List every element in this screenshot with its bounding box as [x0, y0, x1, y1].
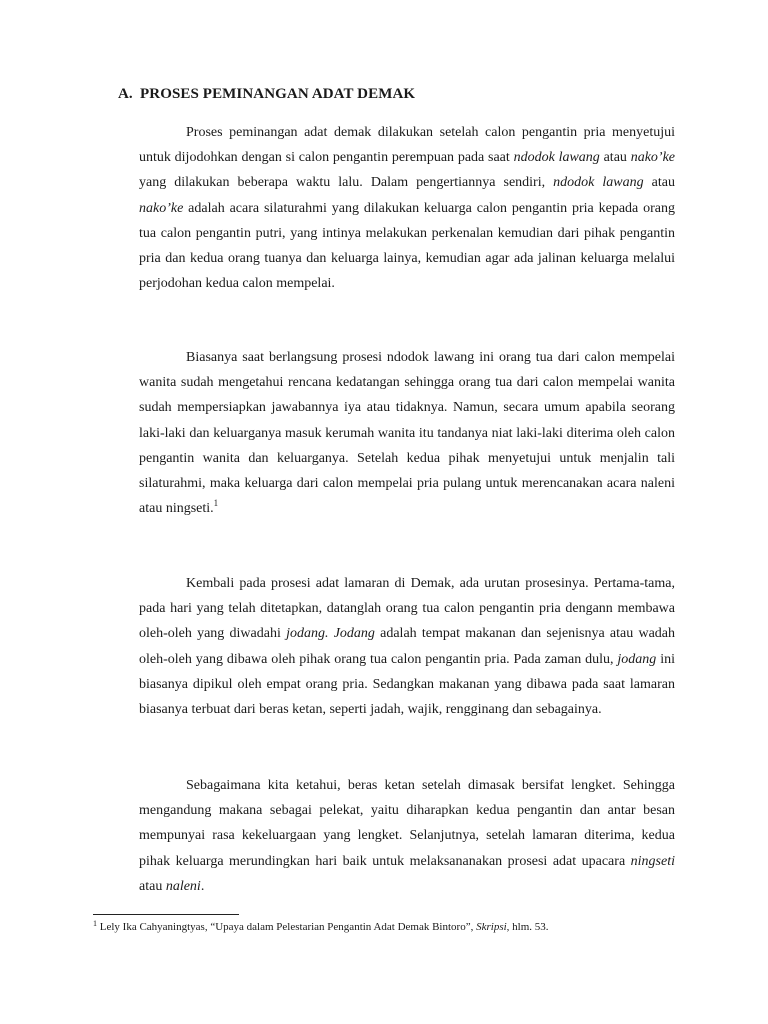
footnote-number: 1 — [93, 919, 97, 928]
paragraph-text-run: ningseti — [630, 853, 675, 869]
section-number: A. — [118, 86, 133, 102]
paragraph-text-run: atau — [599, 150, 631, 166]
footnote-italic: Skripsi, — [476, 921, 510, 933]
paragraph-3 — [139, 571, 675, 722]
paragraph-text-run: jodang — [617, 651, 657, 667]
paragraph-text-run: ndodok lawang — [513, 150, 600, 166]
paragraph-text-run: Proses peminangan adat demak dilakukan setelah calon pengantin pria menyetujui untuk dijodohkan dengan si calon pengantin perempuan pada saat — [139, 125, 675, 166]
paragraph-text-run: yang dilakukan beberapa waktu lalu. Dalam pengertiannya sendiri, — [139, 175, 554, 191]
paragraph-text-run: atau — [643, 175, 675, 191]
paragraph-text-run: adalah tempat makanan dan sejenisnya atau wadah oleh-oleh yang dibawa oleh pihak orang tua calon pengantin pria. Pada zaman dulu, — [139, 626, 676, 667]
footnote-divider — [93, 914, 239, 915]
paragraph-text-run: Sebagaimana kita ketahui, beras ketan setelah dimasak bersifat lengket. Sehingga mengandung makana sebagai pelekat, yaitu diharapkan kedua pengantin dan antar besan mempunyai rasa kekeluargaan yang lengket. Selanjutnya, setelah lamaran diterima, kedua pihak keluarga merundingkan hari baik untuk melaksananakan prosesi adat upacara — [139, 778, 675, 869]
paragraph-text-run: ini biasanya dipikul oleh empat orang pria. Sedangkan makanan yang dibawa pada saat lamaran biasanya terbuat dari beras ketan, seperti jadah, wajik, rengginang dan sebagainya. — [139, 651, 675, 718]
paragraph-text-run: Biasanya saat berlangsung prosesi ndodok lawang ini orang tua dari calon mempelai wanita sudah mengetahui rencana kedatangan sehingga orang tua dari calon mempelai wanita sudah mempersiapkan jawabannya iya atau tidaknya. Namun, secara umum apabila seorang laki-laki dan keluarganya masuk kerumah wanita itu tandanya niat laki-laki diterima oleh calon pengantin wanita dan keluarganya. Setelah kedua pihak menyetujui untuk menjalin tali silaturahmi, maka keluarga dari calon mempelai pria pulang untuk merencanakan acara naleni atau ningseti. — [139, 350, 675, 517]
paragraph-4 — [139, 773, 675, 899]
paragraph-text-run: naleni — [165, 878, 201, 894]
paragraph-2 — [139, 345, 675, 521]
paragraph-text-run: . — [200, 878, 205, 894]
paragraph-text-run: adalah acara silaturahmi yang dilakukan keluarga calon pengantin pria kepada orang tua calon pengantin putri, yang intinya melakukan perkenalan kemudian dari pihak pengantin pria dan kedua orang tuanya dan keluarga lainya, kemudian agar ada jalinan keluarga melalui perjodohan kedua calon mempelai. — [139, 200, 675, 292]
paragraph-text-run: nako’ke — [630, 150, 675, 166]
paragraph-text-run: ndodok lawang — [553, 175, 644, 191]
paragraph-text-run: Kembali pada prosesi adat lamaran di Demak, ada urutan prosesinya. Pertama-tama, pada hari yang telah ditetapkan, datanglah orang tua calon pengantin pria dengann membawa oleh-oleh yang diwadahi — [139, 576, 675, 642]
paragraph-1 — [139, 120, 675, 296]
footnote-text-end: hlm. 53. — [509, 921, 549, 933]
footnote-text: Lely Ika Cahyaningtyas, “Upaya dalam Pelestarian Pengantin Adat Demak Bintoro”, — [97, 921, 477, 933]
footnote-reference[interactable]: 1 — [213, 498, 219, 509]
paragraph-text-run: atau — [139, 878, 166, 894]
paragraph-text-run: nako’ke — [139, 200, 184, 216]
paragraph-text-run: jodang. Jodang — [286, 626, 375, 642]
footnote — [93, 920, 549, 934]
section-heading — [118, 86, 415, 103]
section-title: PROSES PEMINANGAN ADAT DEMAK — [140, 86, 416, 102]
